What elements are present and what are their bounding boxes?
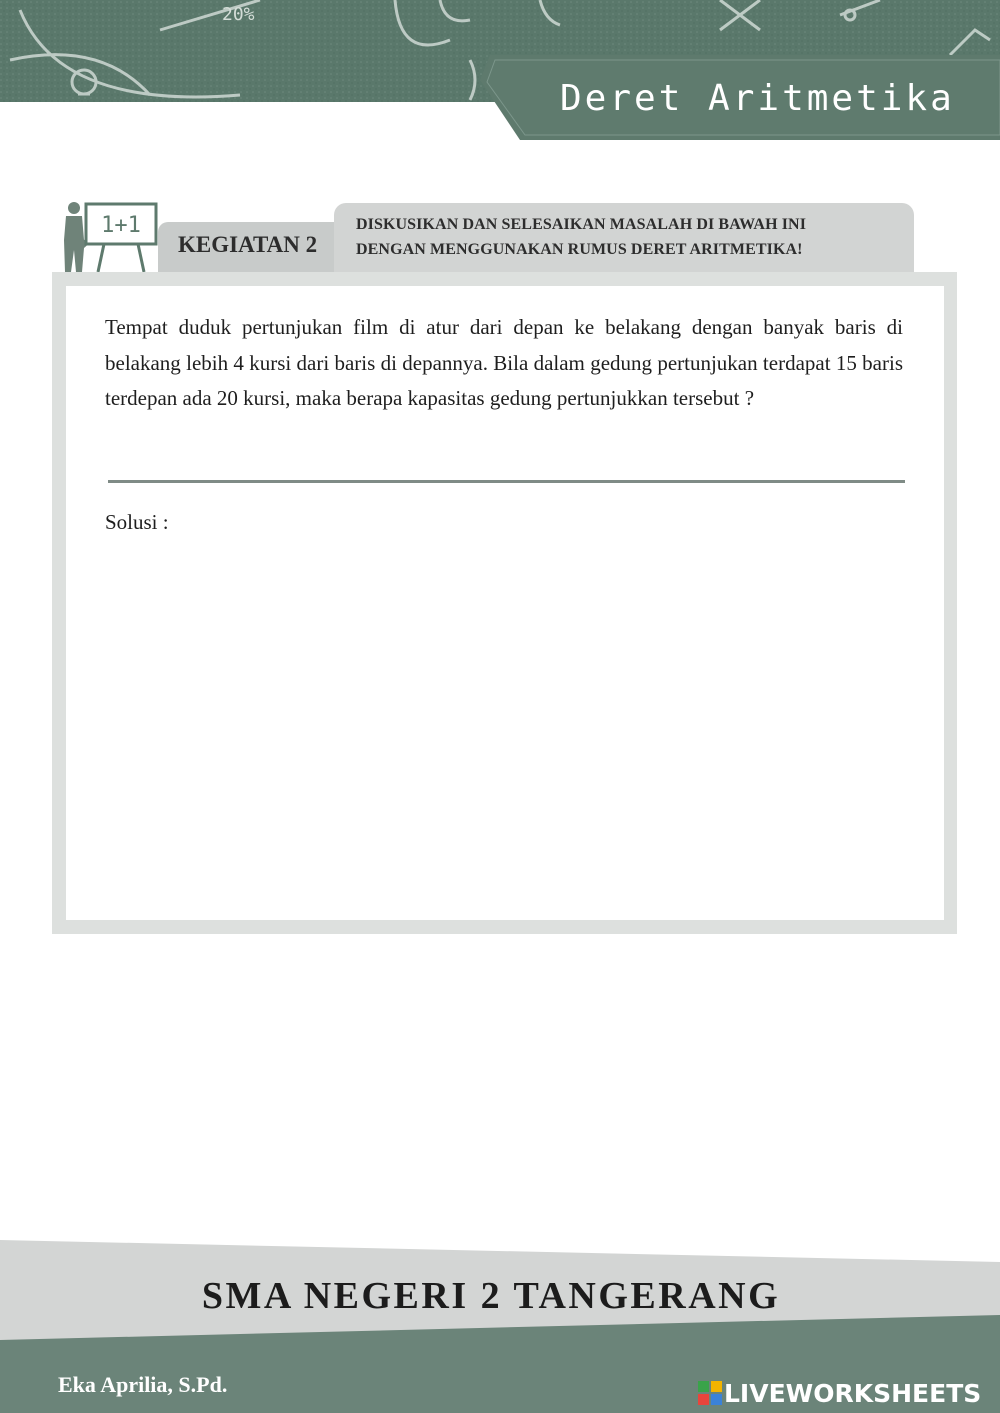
problem-text: Tempat duduk pertunjukan film di atur dari depan ke belakang dengan banyak baris di belakang lebih 4 kursi dari baris di depannya. Bila dalam gedung pertunjukan terdapat 15 baris terdepan ada 20 kursi, maka berapa kapasitas gedung pertunjukkan tersebut ? — [105, 315, 903, 410]
solution-label: Solusi : — [105, 510, 169, 534]
liveworksheets-brand[interactable] — [698, 1378, 981, 1408]
page-title: Deret Aritmetika — [560, 78, 955, 119]
board-text: 1+1 — [101, 213, 141, 238]
instruction-line-2: DENGAN MENGGUNAKAN RUMUS DERET ARITMETIKA! — [356, 241, 803, 258]
activity-label: KEGIATAN 2 — [178, 232, 318, 257]
liveworksheets-logo-icon — [698, 1381, 722, 1405]
instruction-banner — [334, 203, 914, 272]
divider — [108, 480, 905, 483]
instruction-line-1: DISKUSIKAN DAN SELESAIKAN MASALAH DI BAWAH INI — [356, 216, 807, 233]
author-name: Eka Aprilia, S.Pd. — [58, 1372, 228, 1397]
school-name: SMA NEGERI 2 TANGERANG — [201, 1275, 781, 1317]
chalkboard-illustration — [0, 0, 1000, 140]
svg-text:20%: 20% — [222, 4, 255, 25]
header-banner — [0, 0, 1000, 140]
brand-text: LIVEWORKSHEETS — [724, 1378, 982, 1408]
teacher-board-icon — [58, 200, 162, 274]
